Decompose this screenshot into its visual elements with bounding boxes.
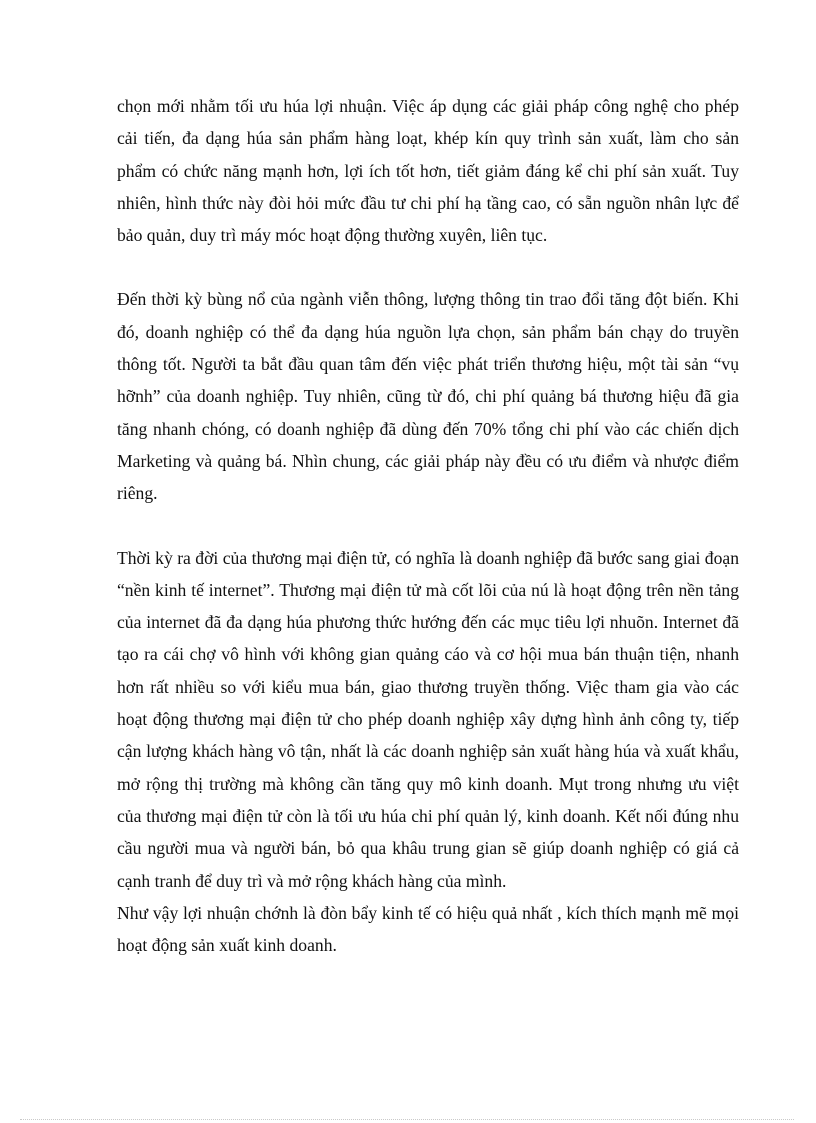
body-text <box>117 90 739 961</box>
paragraph-3: Thời kỳ ra đời của thương mại điện tử, có nghĩa là doanh nghiệp đã bước sang giai đoạn “nền kinh tế internet”. Thương mại điện tử mà cốt lõi của nú là hoạt động trên nền tảng của internet đã đa dạng húa phương thức hướng đến các mục tiêu lợi nhuõn. Internet đã tạo ra cái chợ vô hình với không gian quảng cáo và cơ hội mua bán thuận tiện, nhanh hơn rất nhiều so với kiểu mua bán, giao thương truyền thống. Việc tham gia vào các hoạt động thương mại điện tử cho phép doanh nghiệp xây dựng hình ảnh công ty, tiếp cận lượng khách hàng vô tận, nhất là các doanh nghiệp sản xuất hàng húa và xuất khẩu, mở rộng thị trường mà không cần tăng quy mô kinh doanh. Mụt trong nhưng ưu việt của thương mại điện tử còn là tối ưu húa chi phí quản lý, kinh doanh. Kết nối đúng nhu cầu người mua và người bán, bỏ qua khâu trung gian sẽ giúp doanh nghiệp có giá cả cạnh tranh để duy trì và mở rộng khách hàng của mình. <box>117 547 739 891</box>
paragraph-4: Như vậy lợi nhuận chớnh là đòn bẩy kinh tế có hiệu quả nhất , kích thích mạnh mẽ mọi hoạt động sản xuất kinh doanh. <box>117 902 739 956</box>
paragraph-2: Đến thời kỳ bùng nổ của ngành viễn thông, lượng thông tin trao đổi tăng đột biến. Khi đó, doanh nghiệp có thể đa dạng húa nguồn lựa chọn, sản phẩm bán chạy do truyền thông tốt. Người ta bắt đầu quan tâm đến việc phát triển thương hiệu, một tài sản “vụ hỡnh” của doanh nghiệp. Tuy nhiên, cũng từ đó, chi phí quảng bá thương hiệu đã gia tăng nhanh chóng, có doanh nghiệp đã dùng đến 70% tổng chi phí vào các chiến dịch Marketing và quảng bá. Nhìn chung, các giải pháp này đều có ưu điểm và nhược điểm riêng. <box>117 289 739 504</box>
paragraph-spacer <box>117 510 739 542</box>
paragraph-1: chọn mới nhằm tối ưu húa lợi nhuận. Việc áp dụng các giải pháp công nghệ cho phép cải tiến, đa dạng húa sản phẩm hàng loạt, khép kín quy trình sản xuất, làm cho sản phẩm có chức năng mạnh hơn, lợi ích tốt hơn, tiết giảm đáng kể chi phí sản xuất. Tuy nhiên, hình thức này đòi hỏi mức đầu tư chi phí hạ tầng cao, có sẵn nguồn nhân lực để bảo quản, duy trì máy móc hoạt động thường xuyên, liên tục. <box>117 96 739 246</box>
page-bottom-divider <box>20 1119 794 1120</box>
paragraph-spacer <box>117 251 739 283</box>
